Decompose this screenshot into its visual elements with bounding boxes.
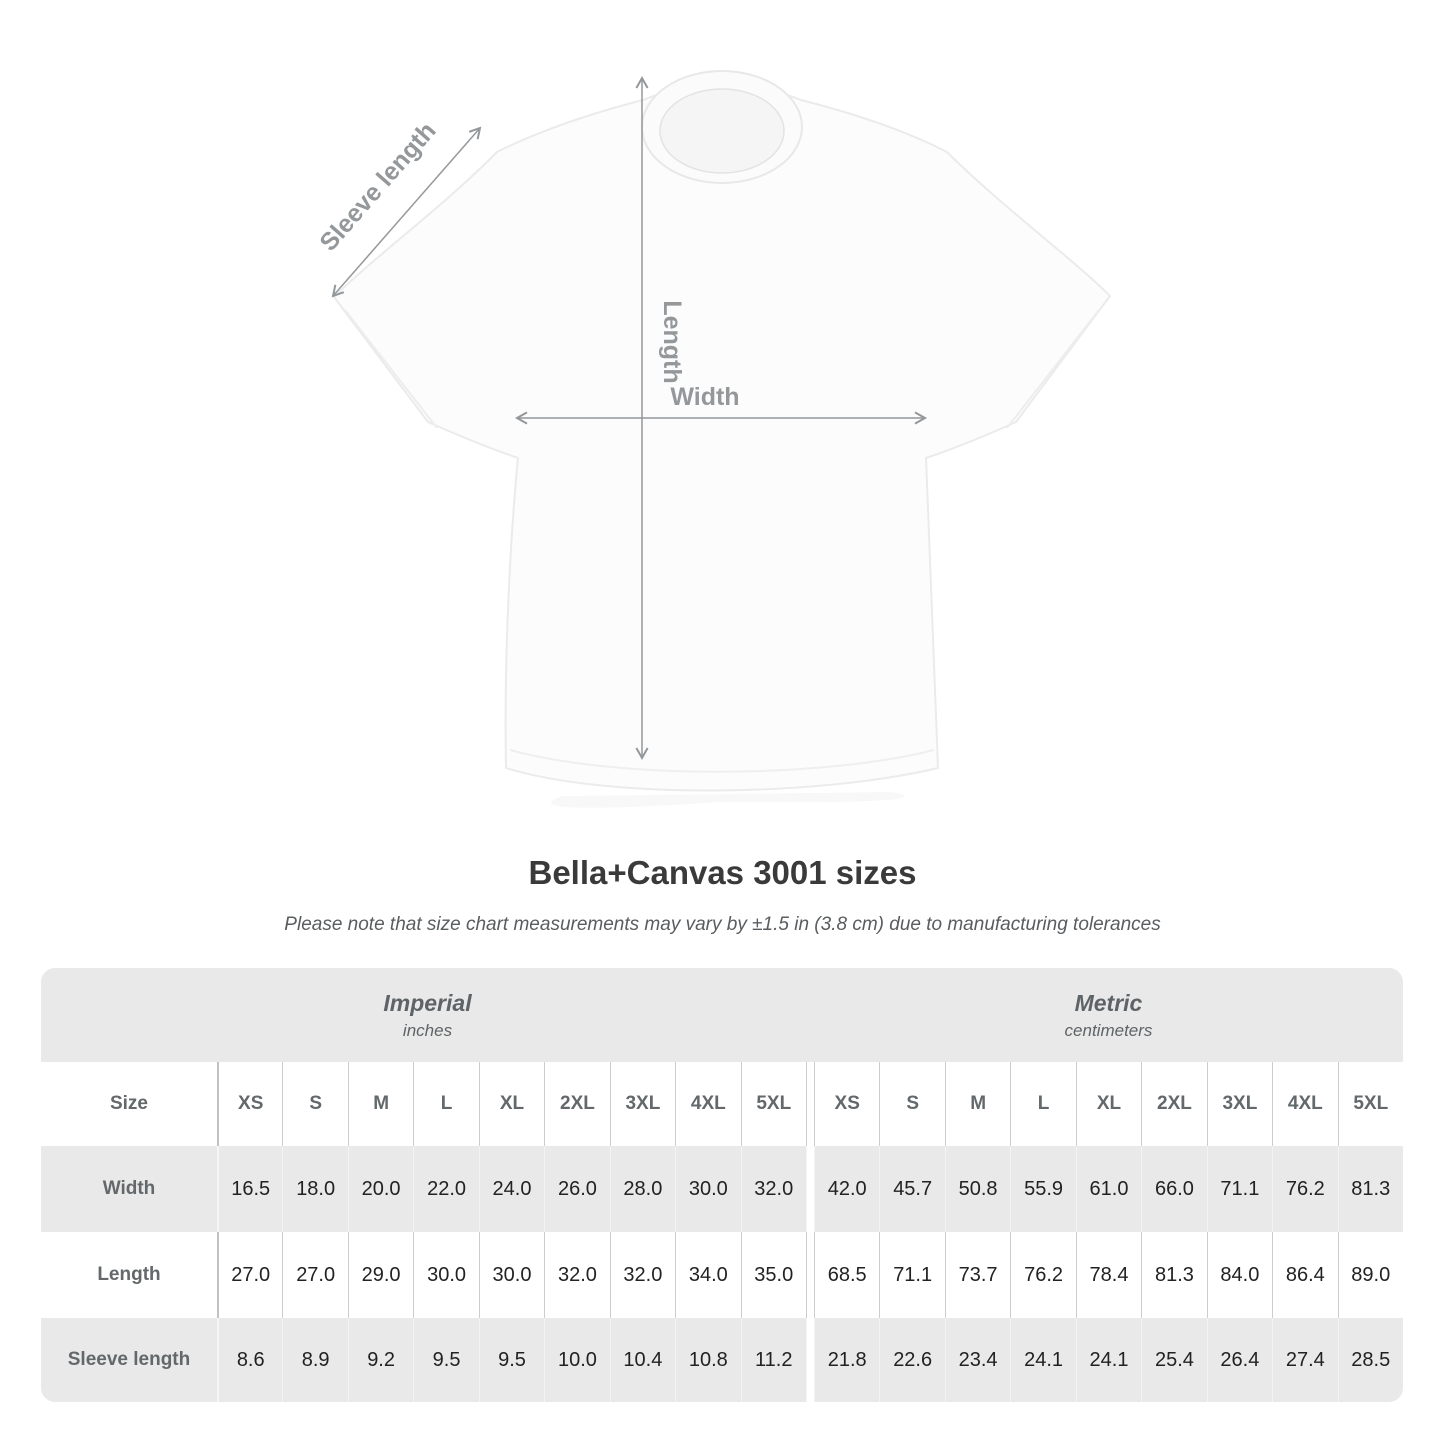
size-col-header: 2XL <box>1141 1062 1206 1146</box>
measurement-value: 25.4 <box>1141 1318 1206 1402</box>
size-col-header: 3XL <box>610 1062 675 1146</box>
measurement-value: 9.2 <box>348 1318 413 1402</box>
measurement-value: 24.1 <box>1076 1318 1141 1402</box>
measurement-value: 32.0 <box>610 1232 675 1318</box>
unit-group-label: Imperial <box>383 989 472 1016</box>
measurement-value: 27.0 <box>282 1232 347 1318</box>
size-table <box>41 968 1403 1402</box>
measurement-value: 30.0 <box>675 1146 740 1232</box>
measurement-value: 26.4 <box>1207 1318 1272 1402</box>
unit-group-label: Metric <box>1074 989 1143 1016</box>
measurement-row-header: Sleeve length <box>41 1318 217 1402</box>
measurement-value: 18.0 <box>282 1146 347 1232</box>
measurement-value: 21.8 <box>814 1318 879 1402</box>
unit-group-metric <box>814 968 1403 1062</box>
measurement-value: 11.2 <box>741 1318 806 1402</box>
section-gap <box>806 1062 814 1146</box>
measurement-value: 24.1 <box>1010 1318 1075 1402</box>
measurement-value: 81.3 <box>1338 1146 1403 1232</box>
size-col-header: XL <box>479 1062 544 1146</box>
measurement-value: 34.0 <box>675 1232 740 1318</box>
measurement-value: 9.5 <box>413 1318 478 1402</box>
measurement-value: 8.6 <box>217 1318 282 1402</box>
page-title: Bella+Canvas 3001 sizes <box>528 854 917 891</box>
section-gap <box>806 1232 814 1318</box>
measurement-value: 32.0 <box>544 1232 609 1318</box>
width-label: Width <box>670 383 740 411</box>
measurement-value: 8.9 <box>282 1318 347 1402</box>
measurement-value: 29.0 <box>348 1232 413 1318</box>
measurement-value: 84.0 <box>1207 1232 1272 1318</box>
measurement-value: 76.2 <box>1010 1232 1075 1318</box>
measurement-value: 28.5 <box>1338 1318 1403 1402</box>
measurement-value: 27.4 <box>1272 1318 1337 1402</box>
measurement-value: 28.0 <box>610 1146 675 1232</box>
measurement-value: 55.9 <box>1010 1146 1075 1232</box>
measurement-value: 23.4 <box>945 1318 1010 1402</box>
measurement-value: 71.1 <box>879 1232 944 1318</box>
unit-group-imperial <box>41 968 814 1062</box>
size-col-header: 4XL <box>675 1062 740 1146</box>
measurement-row-header: Width <box>41 1146 217 1232</box>
measurement-value: 68.5 <box>814 1232 879 1318</box>
measurement-value: 9.5 <box>479 1318 544 1402</box>
size-col-header: S <box>282 1062 347 1146</box>
measurement-value: 42.0 <box>814 1146 879 1232</box>
measurement-value: 66.0 <box>1141 1146 1206 1232</box>
size-col-header: 5XL <box>1338 1062 1403 1146</box>
size-col-header: L <box>413 1062 478 1146</box>
measurement-value: 35.0 <box>741 1232 806 1318</box>
measurement-value: 61.0 <box>1076 1146 1141 1232</box>
measurement-value: 89.0 <box>1338 1232 1403 1318</box>
size-col-header: 4XL <box>1272 1062 1337 1146</box>
measurement-value: 16.5 <box>217 1146 282 1232</box>
measurement-value: 20.0 <box>348 1146 413 1232</box>
measurement-value: 32.0 <box>741 1146 806 1232</box>
measurement-value: 50.8 <box>945 1146 1010 1232</box>
measurement-row-header: Length <box>41 1232 217 1318</box>
measurement-value: 22.6 <box>879 1318 944 1402</box>
size-col-header: XS <box>814 1062 879 1146</box>
section-gap <box>806 1318 814 1402</box>
size-col-header: 2XL <box>544 1062 609 1146</box>
measurement-value: 45.7 <box>879 1146 944 1232</box>
sleeve-length-label: Sleeve length <box>314 116 442 257</box>
measurement-value: 24.0 <box>479 1146 544 1232</box>
tolerance-note: Please note that size chart measurements may vary by ±1.5 in (3.8 cm) due to manufacturing tolerances <box>284 914 1161 935</box>
measurement-value: 73.7 <box>945 1232 1010 1318</box>
measurement-value: 30.0 <box>413 1232 478 1318</box>
measurement-value: 10.4 <box>610 1318 675 1402</box>
length-label: Length <box>658 300 686 384</box>
size-col-header: 5XL <box>741 1062 806 1146</box>
measurement-value: 76.2 <box>1272 1146 1337 1232</box>
size-col-header: XL <box>1076 1062 1141 1146</box>
measurement-value: 30.0 <box>479 1232 544 1318</box>
size-col-header: M <box>348 1062 413 1146</box>
section-gap <box>806 1146 814 1232</box>
measurement-value: 26.0 <box>544 1146 609 1232</box>
measurement-value: 78.4 <box>1076 1232 1141 1318</box>
unit-group-sublabel: centimeters <box>1064 1020 1153 1040</box>
measurement-value: 86.4 <box>1272 1232 1337 1318</box>
measurement-value: 81.3 <box>1141 1232 1206 1318</box>
tshirt-graphic <box>334 71 1110 808</box>
measurement-value: 22.0 <box>413 1146 478 1232</box>
measurement-value: 10.0 <box>544 1318 609 1402</box>
unit-group-sublabel: inches <box>402 1020 453 1040</box>
measurement-value: 10.8 <box>675 1318 740 1402</box>
size-col-header: S <box>879 1062 944 1146</box>
size-row-header: Size <box>41 1062 217 1146</box>
size-col-header: M <box>945 1062 1010 1146</box>
size-col-header: 3XL <box>1207 1062 1272 1146</box>
measurement-value: 71.1 <box>1207 1146 1272 1232</box>
measurement-value: 27.0 <box>217 1232 282 1318</box>
size-col-header: L <box>1010 1062 1075 1146</box>
size-col-header: XS <box>217 1062 282 1146</box>
